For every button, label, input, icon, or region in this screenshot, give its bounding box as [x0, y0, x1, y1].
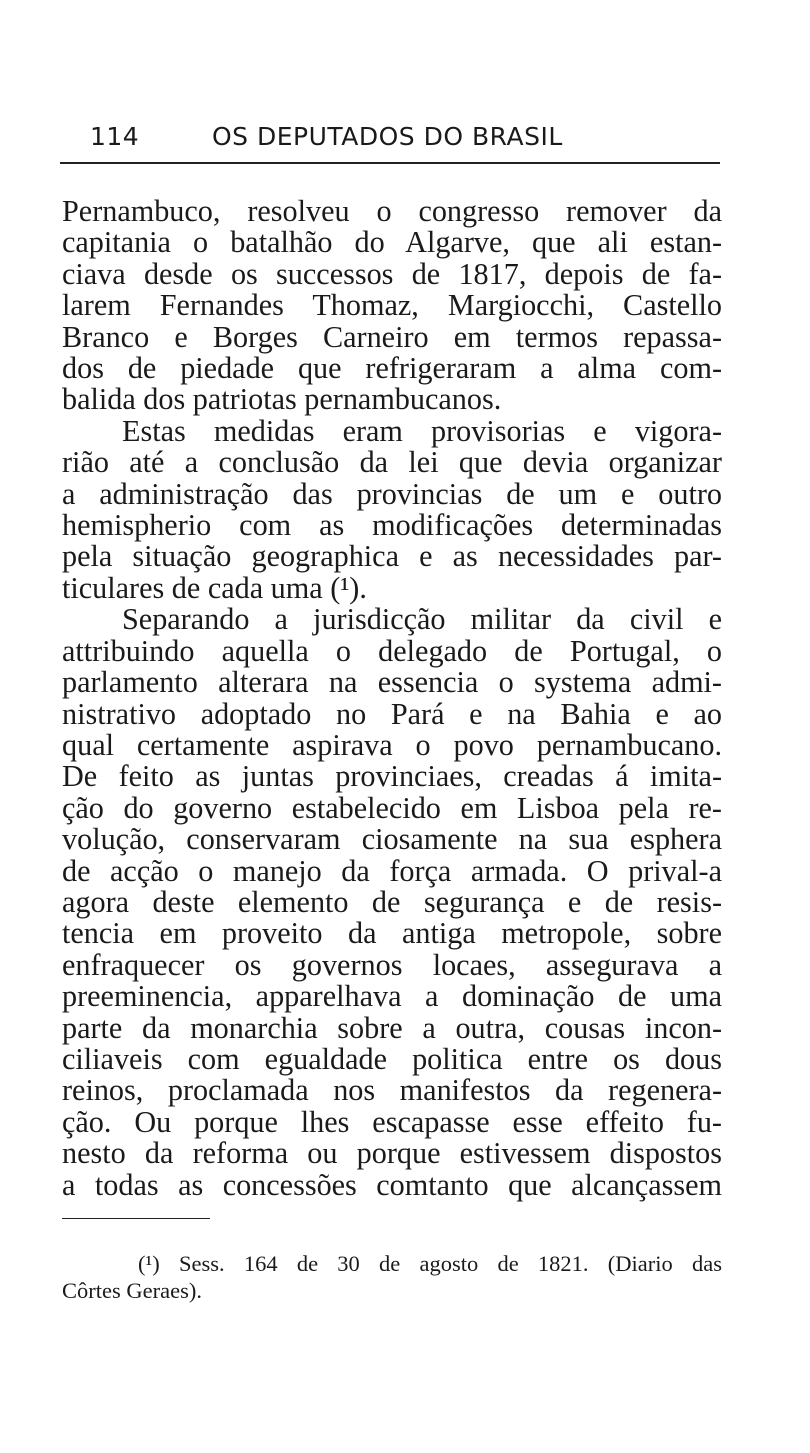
body-text-line: nistrativo adoptado no Pará e na Bahia e ao: [62, 696, 722, 731]
footnote-line: Côrtes Geraes).: [62, 1278, 202, 1303]
body-text-line: capitania o batalhão do Algarve, que ali estan-: [62, 225, 722, 260]
body-text-line: pela situação geographica e as necessidades par-: [62, 539, 722, 574]
body-text-line: ticulares de cada uma (¹).: [62, 570, 367, 605]
body-text-line: a administração das provincias de um e outro: [62, 476, 722, 511]
body-text-line: ção do governo estabelecido em Lisboa pela re-: [62, 790, 722, 825]
body-text-line: qual certamente aspirava o povo pernambucano.: [62, 727, 722, 762]
footnote: [62, 1250, 722, 1304]
body-text-line: ciava desde os successos de 1817, depois de fa-: [62, 256, 722, 291]
body-text-line: rião até a conclusão da lei que devia organizar: [62, 445, 722, 480]
page-number: 114: [90, 122, 140, 151]
body-text-line: Branco e Borges Carneiro em termos repassa-: [62, 319, 722, 354]
body-text-line: parlamento alterara na essencia o systema admi-: [62, 665, 722, 700]
body-text-line: enfraquecer os governos locaes, assegurava a: [62, 947, 722, 982]
body-text-line: nesto da reforma ou porque estivessem dispostos: [62, 1136, 722, 1171]
header-rule: [60, 162, 720, 164]
body-text-line: Pernambuco, resolveu o congresso remover da: [62, 194, 722, 228]
body-text-line: hemispherio com as modificações determinadas: [62, 508, 722, 543]
footnote-line: (¹) Sess. 164 de 30 de agosto de 1821. (Diario das: [138, 1251, 722, 1276]
body-text-line: ciliaveis com egualdade politica entre os dous: [62, 1041, 722, 1076]
body-text-line: ção. Ou porque lhes escapasse esse effeito fu-: [62, 1104, 722, 1139]
body-text-line: reinos, proclamada nos manifestos da regenera-: [62, 1073, 722, 1108]
body-text-line: tencia em proveito da antiga metropole, sobre: [62, 916, 722, 951]
footnote-rule: [62, 1218, 210, 1219]
body-text-line: preeminencia, apparelhava a dominação de uma: [62, 979, 722, 1014]
body-text: [62, 196, 722, 1201]
body-text-line: volução, conservaram ciosamente na sua esphera: [62, 822, 722, 857]
body-text-line: parte da monarchia sobre a outra, cousas incon-: [62, 1010, 722, 1045]
body-text-line: agora deste elemento de segurança e de resis-: [62, 884, 722, 919]
body-text-line: Separando a jurisdicção militar da civil e: [122, 602, 722, 637]
body-text-line: balida dos patriotas pernambucanos.: [62, 382, 502, 417]
body-text-line: Estas medidas eram provisorias e vigora-: [122, 413, 722, 448]
body-text-line: de acção o manejo da força armada. O prival-a: [62, 853, 722, 888]
body-text-line: attribuindo aquella o delegado de Portugal, o: [62, 633, 722, 668]
body-text-line: larem Fernandes Thomaz, Margiocchi, Castello: [62, 288, 722, 323]
body-text-line: dos de piedade que refrigeraram a alma com-: [62, 351, 722, 386]
body-text-line: De feito as juntas provinciaes, creadas á imita-: [62, 759, 722, 794]
body-text-line: a todas as concessões comtanto que alcançassem: [62, 1167, 722, 1202]
running-header: [90, 122, 720, 158]
running-title: OS DEPUTADOS DO BRASIL: [212, 122, 563, 151]
